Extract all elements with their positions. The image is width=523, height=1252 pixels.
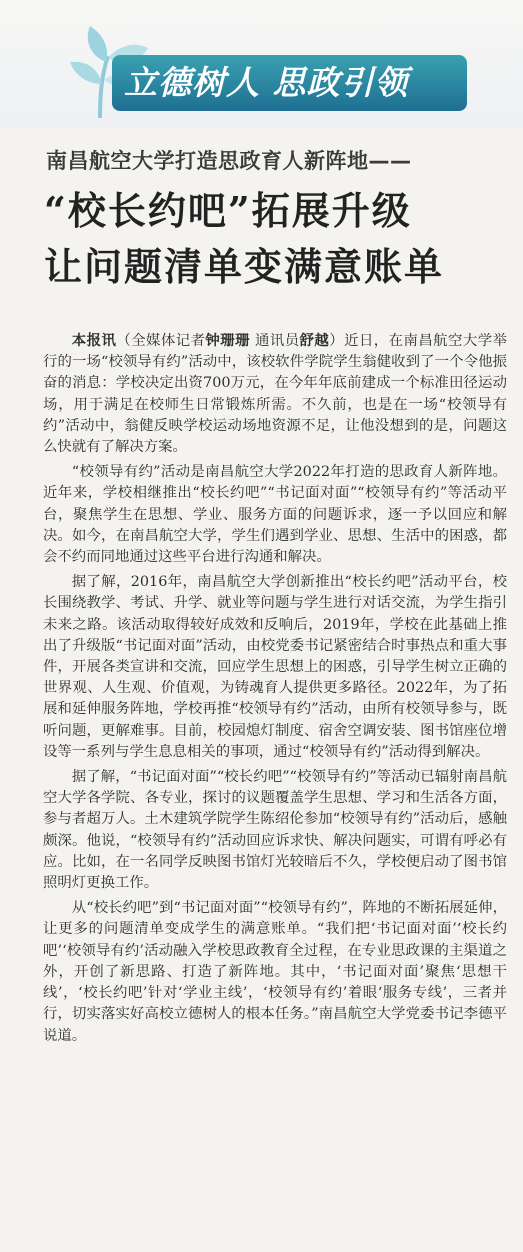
headline-line-2: 让问题清单变满意账单 [44,244,445,289]
byline-note-post: ） [329,333,345,349]
reporter-name: 钟珊珊 [205,332,250,349]
paragraph-5: 从“校长约吧”到“书记面对面”“校领导有约”，阵地的不断拓展延伸，让更多的问题清单变成学生的满意账单。“我们把‘书记面对面’‘校长约吧’‘校领导有约’活动融入学校思政教育全过程，在专业思政课的主渠道之外，开创了新思路、打造了新阵地。其中，‘书记面对面’聚焦‘思想干线’，‘校长约吧’针对‘学业主线’，‘校领导有约’着眼‘服务专线’，三者并行，切实落实好高校立德树人的根本任务。”南昌航空大学党委书记李德平说道。 [43,900,507,1044]
header-banner [0,0,523,128]
paragraph-1 [43,330,507,458]
paragraph-3: 据了解，2016年，南昌航空大学创新推出“校长约吧”活动平台，校长围绕教学、考试、升学、就业等问题与学生进行对话交流，为学生指引未来之路。该活动取得较好成效和反响后，2019年，学校在此基础上推出了升级版“书记面对面”活动，由校党委书记紧密结合时事热点和重大事件，开展各类宣讲和交流，回应学生思想上的困惑，引导学生树立正确的世界观、人生观、价值观，为铸魂育人提供更多路径。2022年，为了拓展和延伸服务阵地，学校再推“校领导有约”活动，由所有校领导参与，既听问题，更解难事。目前，校园熄灯制度、宿舍空调安装、图书馆座位增设等一系列与学生息息相关的事项，通过“校领导有约”活动得到解决。 [43,574,507,760]
paragraph-1-body: 近日，在南昌航空大学举行的一场“校领导有约”活动中，该校软件学院学生翁健收到了一个令他振奋的消息：学校决定出资700万元，在今年年底前建成一个标准田径运动场，用于满足在校师生日常锻炼所需。不久前，也是在一场“校领导有约”活动中，翁健反映学校运动场地资源不足，让他没想到的是，问题这么快就有了解决方案。 [43,333,507,456]
byline-note-pre: （全媒体记者 [116,333,206,349]
paragraph-4: 据了解，“书记面对面”“校长约吧”“校领导有约”等活动已辐射南昌航空大学各学院、各专业，探讨的议题覆盖学生思想、学习和生活各方面，参与者超万人。土木建筑学院学生陈绍伦参加“校领导有约”活动后，感触颇深。他说，“校领导有约”活动回应诉求快、解决问题实，可谓有呼必有应。比如，在一名同学反映图书馆灯光较暗后不久，学校便启动了图书馆照明灯更换工作。 [43,769,507,892]
correspondent-name: 舒越 [299,332,330,349]
paragraph-2: “校领导有约”活动是南昌航空大学2022年打造的思政育人新阵地。近年来，学校相继推出“校长约吧”“书记面对面”“校领导有约”等活动平台，聚焦学生在思想、学业、服务方面的问题诉求，逐一予以回应和解决。如今，在南昌航空大学，学生们遇到学业、思想、生活中的困惑，都会不约而同地通过这些平台进行沟通和解决。 [43,464,507,566]
byline-note-mid: 通讯员 [249,333,300,349]
kicker-title: 南昌航空大学打造思政育人新阵地—— [46,149,412,173]
article-body [43,330,507,1051]
headline-line-1: “校长约吧”拓展升级 [44,188,412,233]
slogan-text: 立德树人 思政引领 [124,63,409,102]
byline-label: 本报讯 [71,332,117,349]
